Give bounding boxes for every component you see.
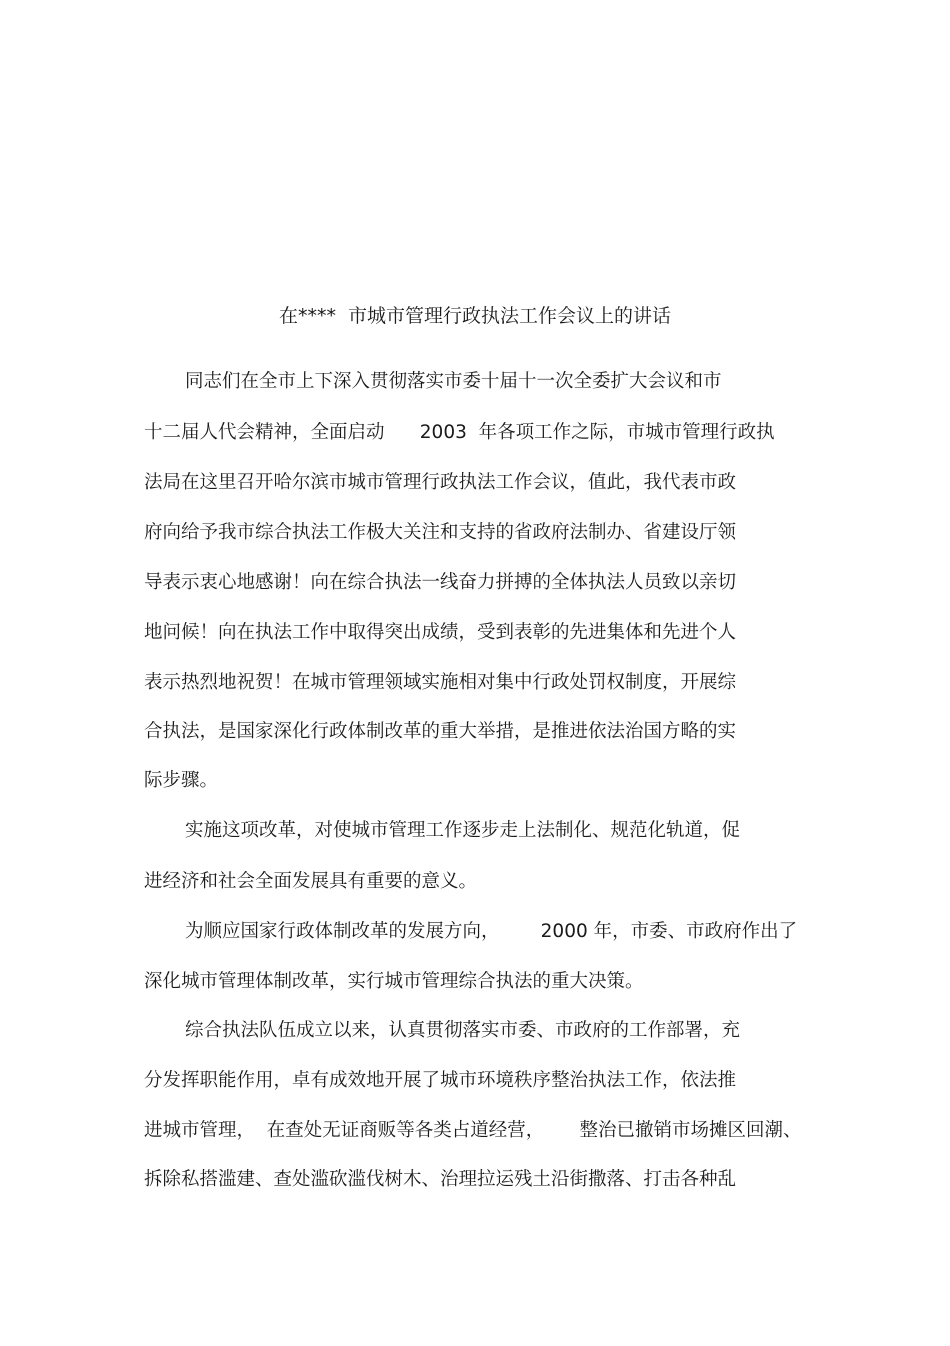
text-line: 地问候！向在执法工作中取得突出成绩，受到表彰的先进集体和先进个人 (144, 622, 737, 643)
text-line: 表示热烈地祝贺！在城市管理领域实施相对集中行政处罚权制度，开展综 (144, 672, 737, 693)
text-line: 拆除私搭滥建、查处滥砍滥伐树木、治理拉运残土沿街撒落、打击各种乱 (144, 1169, 737, 1190)
text-line: 综合执法队伍成立以来，认真贯彻落实市委、市政府的工作部署，充 (185, 1020, 741, 1041)
text-line: 府向给予我市综合执法工作极大关注和支持的省政府法制办、省建设厅领 (144, 522, 737, 543)
text-line: 合执法，是国家深化行政体制改革的重大举措，是推进依法治国方略的实 (144, 721, 737, 742)
text-line: 深化城市管理体制改革，实行城市管理综合执法的重大决策。 (144, 971, 644, 992)
text-line: 同志们在全市上下深入贯彻落实市委十届十一次全委扩大会议和市 (185, 371, 722, 392)
document-title: 在**** 市城市管理行政执法工作会议上的讲话 (278, 305, 672, 327)
text-line: 为顺应国家行政体制改革的发展方向， 2000 年，市委、市政府作出了 (185, 921, 798, 942)
text-line: 十二届人代会精神，全面启动 2003 年各项工作之际，市城市管理行政执 (144, 422, 775, 443)
text-line: 进经济和社会全面发展具有重要的意义。 (144, 871, 478, 892)
text-line: 分发挥职能作用，卓有成效地开展了城市环境秩序整治执法工作，依法推 (144, 1070, 737, 1091)
text-line: 实施这项改革，对使城市管理工作逐步走上法制化、规范化轨道，促 (185, 820, 741, 841)
text-line: 法局在这里召开哈尔滨市城市管理行政执法工作会议，值此，我代表市政 (144, 472, 737, 493)
text-line: 导表示衷心地感谢！向在综合执法一线奋力拼搏的全体执法人员致以亲切 (144, 572, 737, 593)
text-line: 进城市管理， 在查处无证商贩等各类占道经营， 整治已撤销市场摊区回潮、 (144, 1120, 802, 1141)
text-line: 际步骤。 (144, 770, 219, 791)
